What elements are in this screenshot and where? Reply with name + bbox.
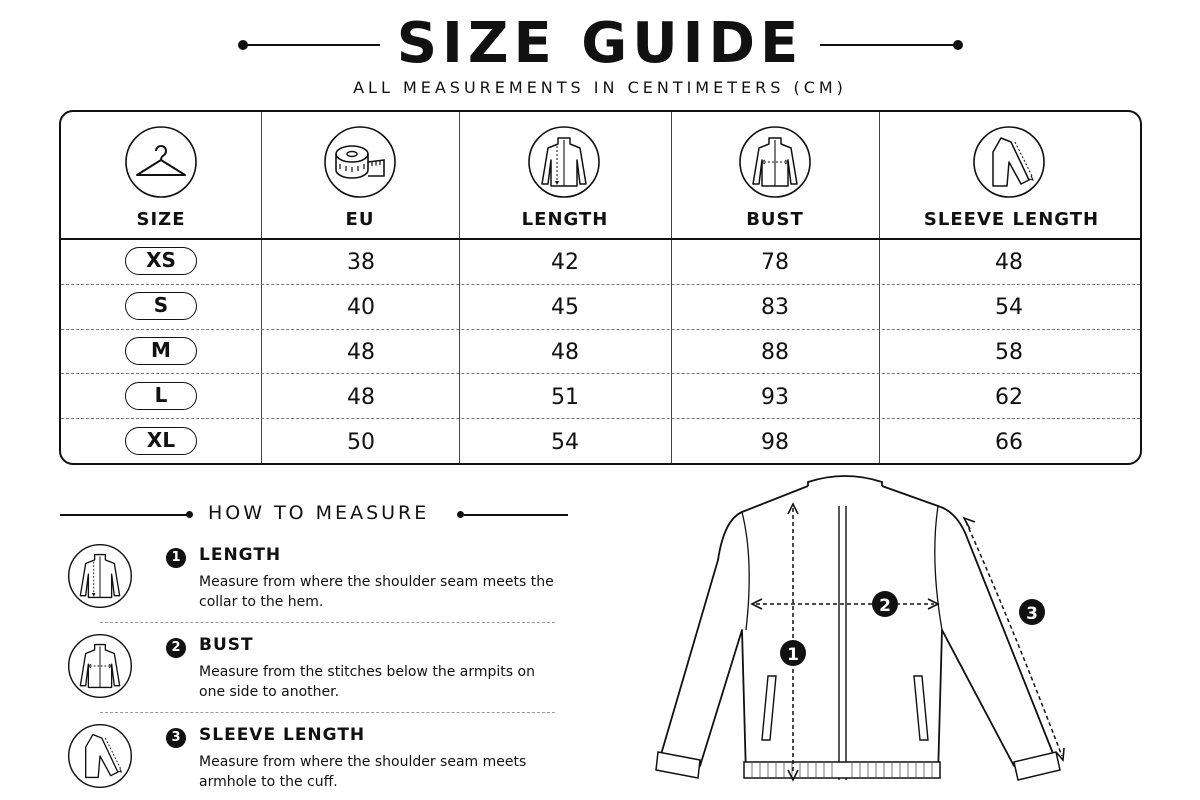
row-divider	[61, 329, 1140, 330]
column-divider	[671, 112, 672, 463]
size-badge-s: S	[125, 292, 197, 320]
cell-length: 51	[551, 385, 579, 410]
cell-eu: 50	[347, 430, 375, 455]
header-divider	[61, 238, 1140, 240]
column-header-size: SIZE	[136, 209, 186, 230]
cell-sleeve: 62	[995, 385, 1023, 410]
size-badge-xs: XS	[125, 247, 197, 275]
jacket-length-icon	[526, 124, 602, 200]
step-description: Measure from the stitches below the armpits on one side to another.	[199, 664, 535, 700]
cell-bust: 88	[761, 340, 789, 365]
cell-length: 54	[551, 430, 579, 455]
row-divider	[61, 418, 1140, 419]
cell-sleeve: 54	[995, 295, 1023, 320]
hanger-icon	[123, 124, 199, 200]
measuring-tape-icon	[322, 124, 398, 200]
column-divider	[261, 112, 262, 463]
size-badge-m: M	[125, 337, 197, 365]
jacket-bust-icon	[66, 632, 134, 700]
cell-eu: 48	[347, 340, 375, 365]
sleeve-icon	[971, 124, 1047, 200]
how-to-measure-heading	[60, 500, 570, 530]
step-divider	[100, 712, 555, 713]
cell-sleeve: 58	[995, 340, 1023, 365]
cell-bust: 83	[761, 295, 789, 320]
title-rule-right	[820, 44, 955, 46]
step-number-badge: 3	[166, 728, 186, 748]
page-subtitle: ALL MEASUREMENTS IN CENTIMETERS (CM)	[353, 78, 847, 97]
heading-rule-left	[60, 514, 188, 516]
size-badge-xl: XL	[125, 427, 197, 455]
size-badge-l: L	[125, 382, 197, 410]
marker-3: 3	[1026, 604, 1038, 624]
sleeve-icon	[66, 722, 134, 790]
column-header-eu: EU	[345, 209, 375, 230]
cell-length: 45	[551, 295, 579, 320]
cell-eu: 48	[347, 385, 375, 410]
jacket-diagram-icon	[650, 470, 1090, 795]
cell-length: 48	[551, 340, 579, 365]
cell-bust: 93	[761, 385, 789, 410]
cell-sleeve: 66	[995, 430, 1023, 455]
title-dot-right	[953, 40, 963, 50]
heading-rule-right	[464, 514, 568, 516]
marker-1: 1	[787, 645, 799, 665]
row-divider	[61, 373, 1140, 374]
column-divider	[459, 112, 460, 463]
step-number-badge: 1	[166, 548, 186, 568]
marker-2: 2	[879, 596, 891, 616]
jacket-bust-icon	[737, 124, 813, 200]
cell-eu: 38	[347, 250, 375, 275]
heading-dot-right	[457, 511, 464, 518]
step-number-badge: 2	[166, 638, 186, 658]
column-divider	[879, 112, 880, 463]
size-table	[59, 110, 1142, 465]
step-title: BUST	[199, 635, 254, 655]
cell-bust: 78	[761, 250, 789, 275]
heading-dot-left	[186, 511, 193, 518]
column-header-bust: BUST	[746, 209, 804, 230]
cell-eu: 40	[347, 295, 375, 320]
page-title: SIZE GUIDE	[396, 11, 804, 76]
header	[0, 8, 1200, 78]
cell-sleeve: 48	[995, 250, 1023, 275]
cell-length: 42	[551, 250, 579, 275]
step-divider	[100, 622, 555, 623]
cell-bust: 98	[761, 430, 789, 455]
jacket-length-icon	[66, 542, 134, 610]
column-header-sleeve-length: SLEEVE LENGTH	[923, 209, 1100, 230]
step-description: Measure from where the shoulder seam meets the collar to the hem.	[199, 574, 554, 610]
step-title: SLEEVE LENGTH	[199, 725, 366, 745]
step-description: Measure from where the shoulder seam meets armhole to the cuff.	[199, 754, 527, 790]
row-divider	[61, 284, 1140, 285]
section-title: HOW TO MEASURE	[208, 502, 430, 524]
column-header-length: LENGTH	[521, 209, 609, 230]
step-title: LENGTH	[199, 545, 282, 565]
